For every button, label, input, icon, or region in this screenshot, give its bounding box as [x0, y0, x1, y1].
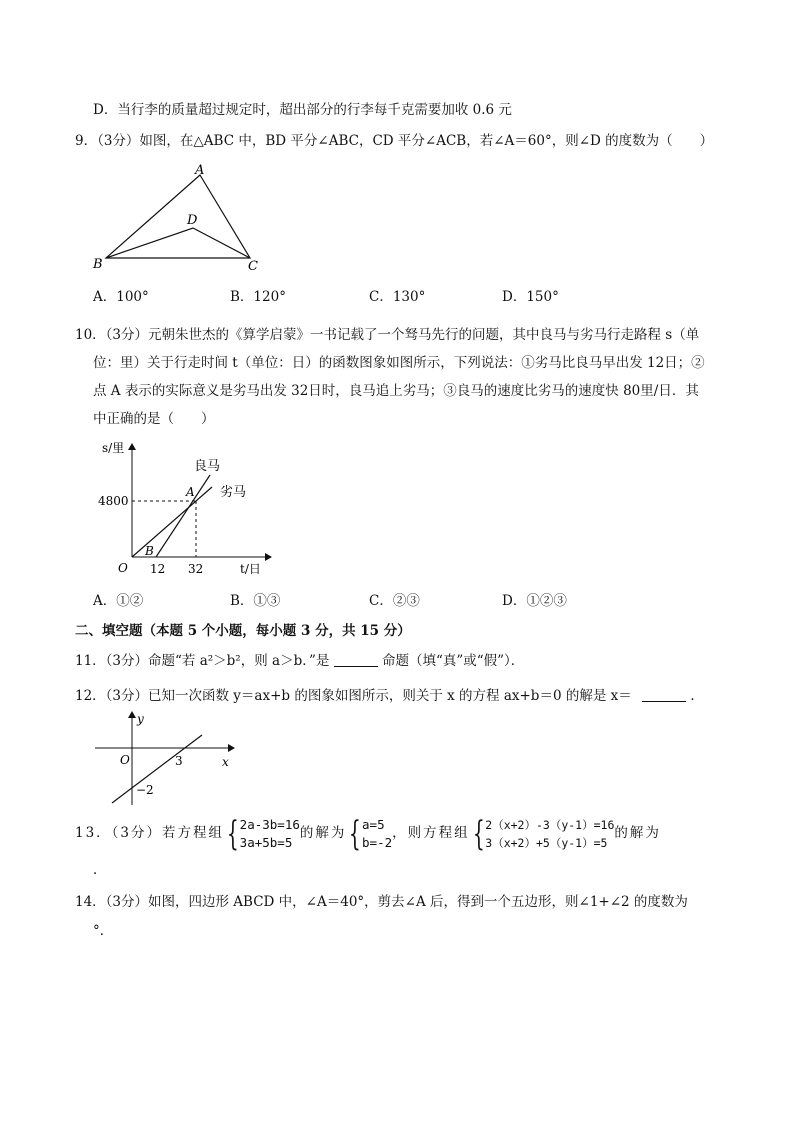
q8-option-d: D．当行李的质量超过规定时，超出部分的行李每千克需要加收 0.6 元 — [93, 102, 512, 118]
q13-system-2-eq-2: 3（x+2）+5（y-1）=5 — [485, 835, 608, 850]
q14-line-1: 14．（3分）如图，四边形 ABCD 中，∠A＝40°，剪去∠A 后，得到一个五边形，则∠1+∠2 的度数为 — [75, 894, 688, 910]
q9-option-a: A．100° — [93, 289, 149, 305]
q10-y-tick-4800: 4800 — [98, 494, 129, 508]
q13-solution — [362, 816, 392, 852]
q12-origin-label: O — [120, 753, 130, 767]
q9-label-d: D — [187, 213, 198, 228]
q10-line-1: 10．（3分）元朝朱世杰的《算学启蒙》一书记载了一个驽马先行的问题，其中良马与劣马行走路程 s（单 — [75, 327, 700, 343]
q13-solution-a: a=5 — [362, 816, 385, 832]
q13-tail: ． — [93, 862, 107, 878]
q9-label-a: A — [195, 163, 205, 178]
q10-series-poor-horse: 劣马 — [220, 485, 247, 500]
q13-line — [75, 813, 661, 853]
q9-option-b: B．120° — [230, 289, 286, 305]
q14-line-2: °． — [93, 923, 114, 939]
q13-system-2 — [485, 816, 614, 852]
q10-origin-label: O — [118, 561, 128, 575]
q12-y-tick-neg2: −2 — [136, 783, 154, 797]
q12-x-axis-label: x — [222, 755, 229, 769]
q12-text-after: ． — [690, 688, 704, 704]
q9-label-b: B — [93, 257, 103, 272]
q10-x-tick-12: 12 — [150, 562, 166, 576]
q9-label-c: C — [248, 259, 258, 274]
q11-line — [75, 651, 524, 671]
q10-x-tick-32: 32 — [188, 562, 204, 576]
q9-triangle-figure — [88, 160, 268, 275]
q9-stem: 9．（3分）如图，在△ABC 中，BD 平分∠ABC，CD 平分∠ACB，若∠A＝60°，则∠D 的度数为（ ） — [75, 133, 714, 149]
q10-option-c: C．②③ — [369, 593, 420, 609]
q13-prefix: 13．（3分）若方程组 — [75, 825, 225, 841]
q12-x-tick-3: 3 — [175, 754, 183, 768]
q10-line-2: 位：里）关于行走时间 t（单位：日）的函数图象如图所示，下列说法：①劣马比良马早出发 12日；② — [93, 355, 705, 371]
q10-option-d: D．①②③ — [502, 593, 567, 609]
q13-system-1-eq-2: 3a+5b=5 — [239, 834, 293, 850]
q13-brace-3: { — [472, 813, 485, 854]
q10-option-b: B．①③ — [230, 593, 281, 609]
q12-text-before: 12．（3分）已知一次函数 y＝ax+b 的图象如图所示，则关于 x 的方程 ax+b＝0 的解是 x＝ — [75, 688, 632, 704]
q13-system-2-eq-1: 2（x+2）-3（y-1）=16 — [485, 817, 615, 832]
q10-point-a-label: A — [186, 485, 195, 499]
q9-option-c: C．130° — [369, 289, 426, 305]
q11-text-after: 命题（填“真”或“假”）． — [381, 653, 525, 669]
q12-line — [75, 686, 704, 706]
q11-answer-blank[interactable] — [334, 652, 378, 667]
q11-text-before: 11．（3分）命题“若 a²＞b²，则 a＞b．”是 — [75, 653, 330, 669]
q13-brace-1: { — [226, 813, 239, 854]
q12-y-axis-label: y — [137, 712, 144, 726]
q10-option-a: A．①② — [93, 593, 144, 609]
q10-line-3: 点 A 表示的实际意义是劣马出发 32日时，良马追上劣马；③良马的速度比劣马的速度快 80里/日．其 — [93, 383, 699, 399]
q13-mid-2: ，则方程组 — [392, 825, 470, 841]
q13-system-1-eq-1: 2a-3b=16 — [239, 816, 300, 832]
q9-option-d: D．150° — [502, 289, 559, 305]
q13-suffix: 的解为 — [614, 825, 661, 841]
q13-solution-b: b=-2 — [362, 834, 393, 850]
q10-y-axis-label: s/里 — [102, 441, 125, 455]
q13-brace-2: { — [349, 813, 362, 854]
q12-linear-function-graph — [90, 710, 240, 810]
section-2-title: 二、填空题（本题 5 个小题，每小题 3 分，共 15 分） — [75, 623, 411, 639]
q13-mid-1: 的解为 — [299, 825, 347, 841]
q10-series-good-horse: 良马 — [194, 459, 221, 474]
q12-answer-blank[interactable] — [642, 687, 686, 702]
q10-function-graph — [90, 440, 280, 585]
q13-system-1 — [240, 816, 300, 852]
q10-x-axis-label: t/日 — [240, 562, 261, 576]
q10-point-b-label: B — [145, 544, 154, 558]
q10-line-4: 中正确的是（ ） — [93, 411, 215, 427]
